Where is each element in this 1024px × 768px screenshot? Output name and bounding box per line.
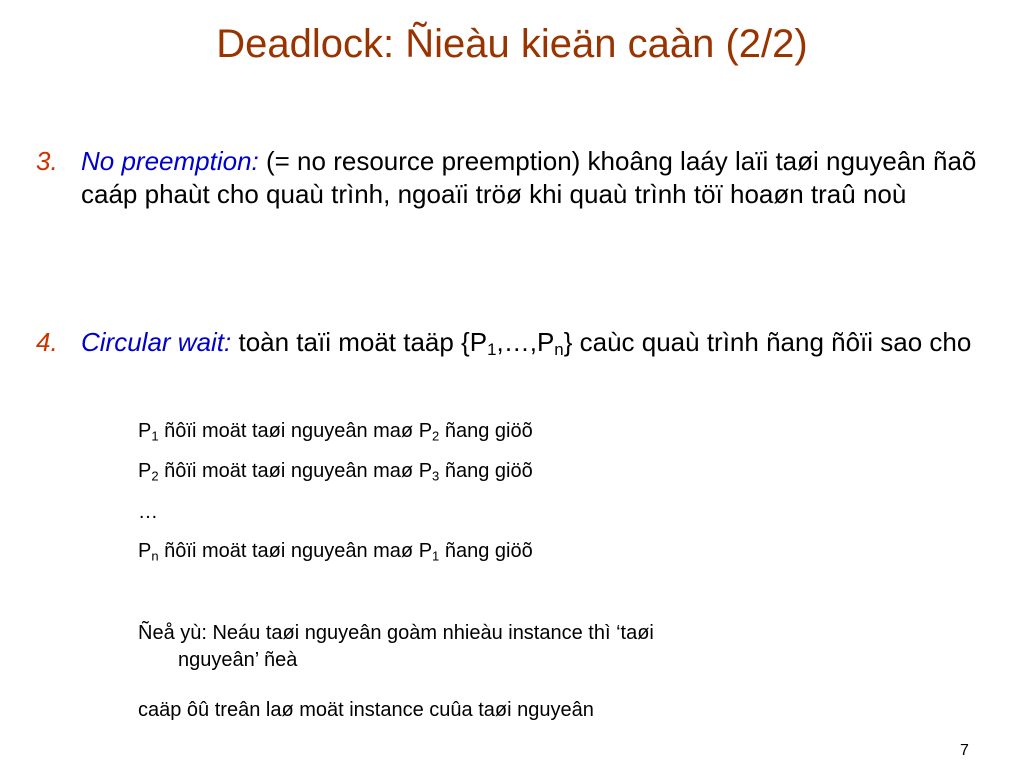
subscript: 2: [432, 428, 440, 444]
wait-text: ñang giöõ: [439, 420, 533, 442]
wait-text: ñôïi moät taøi nguyeân maø P: [158, 540, 433, 562]
page-number: 7: [960, 742, 969, 759]
subscript: n: [151, 548, 159, 564]
wait-text: ñôïi moät taøi nguyeân maø P: [158, 420, 433, 442]
note-line-continued: nguyeân’ ñeà: [178, 649, 298, 671]
process-name: P: [138, 420, 152, 442]
item-text: (= no resource preemption) khoâng laáy laïi taøi nguyeân ñaõ caáp phaùt cho quaù trình, ngoaïi tröø khi quaù trình töï hoaøn traû noù: [81, 146, 977, 210]
list-item-circular-wait: [36, 326, 996, 359]
subscript: 1: [432, 548, 440, 564]
slide-title: Deadlock: Ñieàu kieän caàn (2/2): [216, 22, 808, 66]
item-number: 3.: [36, 146, 58, 176]
subscript: 1: [151, 428, 159, 444]
wait-text: ñang giöõ: [439, 460, 533, 482]
note: [138, 620, 898, 674]
note-line-2: caäp ôû treân laø moät instance cuûa taøi nguyeân: [138, 699, 594, 721]
ellipsis: …: [138, 501, 158, 523]
subscript: n: [554, 340, 564, 360]
wait-text: ñôïi moät taøi nguyeân maø P: [158, 460, 433, 482]
item-keyword: Circular wait:: [81, 327, 232, 357]
wait-line: [138, 418, 533, 444]
subscript: 3: [432, 468, 440, 484]
subscript: 2: [151, 468, 159, 484]
item-number: 4.: [36, 327, 58, 357]
list-item-no-preemption: [36, 145, 996, 211]
item-text: ,…,P: [496, 327, 555, 357]
item-body: [81, 145, 996, 211]
item-body: [81, 326, 996, 359]
item-text: } caùc quaù trình ñang ñôïi sao cho: [563, 327, 972, 357]
wait-line: [138, 458, 533, 484]
item-keyword: No preemption:: [81, 146, 259, 176]
process-name: P: [138, 540, 152, 562]
note-line: Ñeå yù: Neáu taøi nguyeân goàm nhieàu instance thì ‘taøi: [138, 622, 654, 644]
process-name: P: [138, 460, 152, 482]
subscript: 1: [487, 340, 497, 360]
wait-text: ñang giöõ: [439, 540, 533, 562]
wait-line: [138, 538, 533, 564]
item-text: toàn taïi moät taäp {P: [231, 327, 488, 357]
